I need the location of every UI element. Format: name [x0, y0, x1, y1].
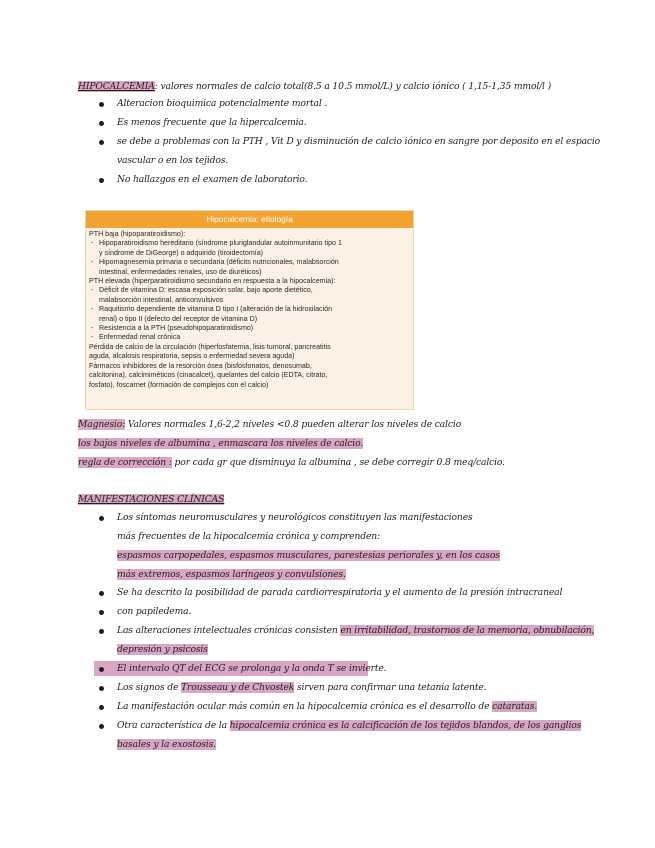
bullet-icon	[99, 178, 104, 183]
highlighted-text: espasmos carpopedales, espasmos musculares, parestesias periorales y, en los casos	[117, 550, 500, 561]
table-row: calcitonina), calcimiméticos (cinacalcet), quelantes del calcio (EDTA, citrato,	[89, 371, 328, 380]
bullet-icon	[99, 724, 104, 729]
list-item: se debe a problemas con la PTH , Vit D y disminución de calcio iónico en sangre por deposito en el espacio	[117, 136, 601, 147]
list-item: con papiledema.	[117, 606, 192, 617]
highlighted-text: Trousseau y de Chvostek	[181, 682, 295, 693]
list-item	[117, 681, 486, 694]
list-item: Alteracion bioquimica potencialmente mortal .	[117, 98, 328, 109]
plain-text: Los signos de	[117, 682, 182, 693]
list-item-continuation: más frecuentes de la hipocalcemia crónica y comprenden:	[117, 531, 380, 542]
highlighted-text: basales y la exostosis.	[117, 739, 216, 750]
table-row: - Déficit de vitamina D: escasa exposición solar, bajo aporte dietético,	[89, 286, 410, 295]
list-item-continuation: vascular o en los tejidos.	[117, 155, 229, 166]
table-row: - Hipomagnesemia primaria o secundaria (déficits nutricionales, malabsorción	[89, 258, 410, 267]
list-item-continuation	[117, 643, 208, 656]
list-item	[117, 624, 594, 637]
list-item-continuation	[117, 549, 500, 562]
table-row: intestinal, enfermedades renales, uso de diuréticos)	[99, 267, 262, 276]
hipocalcemia-heading: HIPOCALCEMIA	[78, 81, 155, 92]
plain-text: Las alteraciones intelectuales crónicas consisten	[117, 625, 341, 636]
bullet-icon	[99, 102, 104, 107]
regla-line	[78, 456, 505, 469]
plain-text: La manifestación ocular más común en la hipocalcemia crónica es el desarrollo de	[117, 701, 493, 712]
list-item-continuation	[117, 568, 346, 581]
table-row: fosfato), foscarnet (formación de complejos con el calcio)	[89, 380, 269, 389]
list-item: Los síntomas neuromusculares y neurológicos constituyen las manifestaciones	[117, 512, 473, 523]
regla-text: por cada gr que disminuya la albumina , se debe corregir 0.8 meq/calcio.	[171, 457, 505, 468]
bullet-icon	[99, 610, 104, 615]
highlighted-text: cataratas.	[492, 701, 538, 712]
table-row: y síndrome de DiGeorge) o adquirido (tiroidectomía)	[99, 248, 264, 257]
table-title: Hipocalcemia: etiología	[86, 211, 413, 228]
plain-text: sirven para confirmar una tetania latente.	[294, 682, 487, 693]
table-row: PTH elevada (hiperparatiroidismo secundario en respuesta a la hipocalcemia):	[89, 277, 336, 286]
plain-text: Otra característica de la	[117, 720, 230, 731]
etiologia-table	[85, 210, 414, 410]
bullet-icon	[99, 667, 104, 672]
bullet-icon	[99, 629, 104, 634]
table-row: - Resistencia a la PTH (pseudohipoparatiroidismo)	[89, 324, 410, 333]
bullet-icon	[99, 140, 104, 145]
albumina-line	[78, 437, 363, 450]
table-row: malabsorción intestinal, anticonvulsivos	[99, 295, 224, 304]
table-row: Pérdida de calcio de la circulación (hiperfosfatemia, lisis tumoral, pancreatitis	[89, 342, 331, 351]
table-row: Fármacos inhibidores de la resorción ósea (bisfosfonatos, denosumab,	[89, 361, 312, 370]
highlighted-text: depresión y psicosis	[117, 644, 208, 655]
highlighted-text: hipocalcemia crónica es la calcificación de los tejidos blandos, de los ganglios	[229, 720, 582, 731]
manifestaciones-heading-line	[78, 493, 224, 506]
magnesio-label: Magnesio:	[78, 419, 126, 430]
list-item: Es menos frecuente que la hipercalcemia.	[117, 117, 307, 128]
list-item: El intervalo QT del ECG se prolonga y la onda T se invierte.	[117, 663, 387, 674]
bullet-icon	[99, 516, 104, 521]
hipocalcemia-definition	[78, 80, 551, 93]
table-row: - Enfermedad renal crónica	[89, 333, 410, 342]
list-item: Se ha descrito la posibilidad de parada cardiorrespiratoria y el aumento de la presión intracraneal	[117, 587, 563, 598]
table-row: aguda, alcalosis respiratoria, sepsis o enfermedad severa aguda)	[89, 352, 295, 361]
bullet-icon	[99, 591, 104, 596]
magnesio-line	[78, 418, 461, 431]
bullet-icon	[99, 686, 104, 691]
manifestaciones-heading: MANIFESTACIONES CLÍNICAS	[78, 494, 225, 505]
highlighted-text: más extremos, espasmos laríngeos y convulsiones.	[117, 569, 346, 580]
table-row: - Hipoparatiroidismo hereditario (síndrome pluriglandular autoinmunitario tipo 1	[89, 239, 410, 248]
table-row: PTH baja (hipoparatiroidismo):	[89, 230, 186, 238]
list-item: No hallazgos en el examen de laboratorio.	[117, 174, 308, 185]
list-item	[117, 700, 537, 713]
magnesio-text: Valores normales 1,6-2,2 niveles <0.8 pueden alterar los niveles de calcio	[125, 419, 462, 430]
table-row: renal) o tipo II (defecto del receptor de vitamina D)	[99, 314, 258, 323]
table-row: - Raquitismo dependiente de vitamina D tipo I (alteración de la hidroxilación	[89, 305, 410, 314]
table-body	[86, 228, 413, 390]
albumina-text: los bajos niveles de albumina , enmascara los niveles de calcio.	[78, 438, 364, 449]
regla-label: regla de corrección :	[78, 457, 172, 468]
hipocalcemia-intro: : valores normales de calcio total(8.5 a 10.5 mmol/L) y calcio iónico ( 1,15-1,35 mmol/l )	[154, 81, 552, 92]
bullet-icon	[99, 705, 104, 710]
list-item-continuation	[117, 738, 216, 751]
bullet-icon	[99, 121, 104, 126]
list-item	[117, 719, 581, 732]
highlighted-text: en irritabilidad, trastornos de la memoria, obnubilación,	[340, 625, 595, 636]
